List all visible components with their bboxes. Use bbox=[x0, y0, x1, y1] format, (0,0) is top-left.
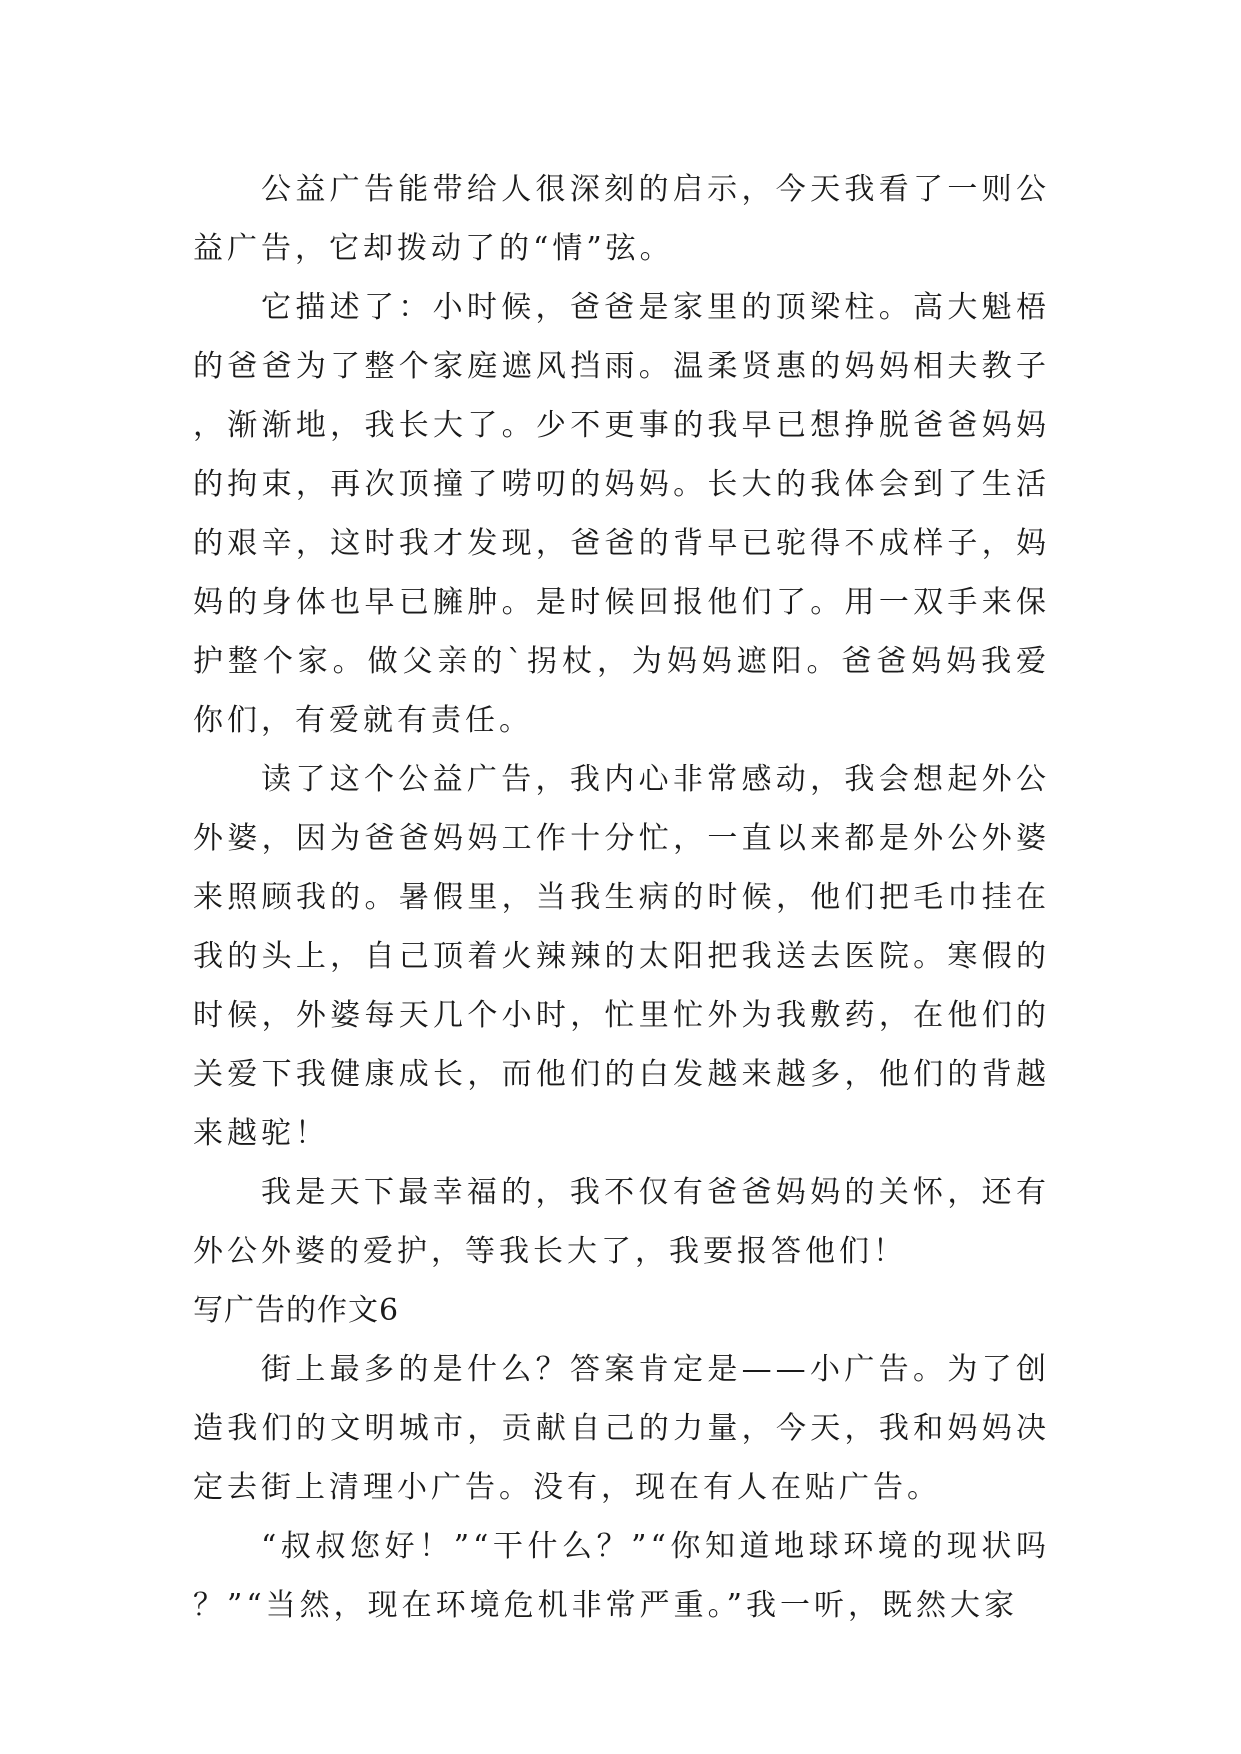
paragraph-street-ads: 街上最多的是什么？答案肯定是——小广告。为了创造我们的文明城市，贡献自己的力量，今天，我和妈妈决定去街上清理小广告。没有，现在有人在贴广告。 bbox=[193, 1352, 1050, 1505]
paragraph-dialogue: “叔叔您好！”“干什么？”“你知道地球环境的现状吗？”“当然，现在环境危机非常严重。”我一听，既然大家 bbox=[193, 1529, 1050, 1623]
paragraph-intro: 公益广告能带给人很深刻的启示，今天我看了一则公益广告，它却拨动了的“情”弦。 bbox=[193, 172, 1050, 266]
section-heading: 写广告的作文6 bbox=[193, 1293, 400, 1328]
paragraph-conclusion: 我是天下最幸福的，我不仅有爸爸妈妈的关怀，还有外公外婆的爱护，等我长大了，我要报答他们！ bbox=[193, 1175, 1050, 1269]
paragraph-ad-description: 它描述了：小时候，爸爸是家里的顶梁柱。高大魁梧的爸爸为了整个家庭遮风挡雨。温柔贤惠的妈妈相夫教子，渐渐地，我长大了。少不更事的我早已想挣脱爸爸妈妈的拘束，再次顶撞了唠叨的妈妈。长大的我体会到了生活的艰辛，这时我才发现，爸爸的背早已驼得不成样子，妈妈的身体也早已臃肿。是时候回报他们了。用一双手来保护整个家。做父亲的`拐杖，为妈妈遮阳。爸爸妈妈我爱你们，有爱就有责任。 bbox=[193, 290, 1050, 738]
paragraph-reflection: 读了这个公益广告，我内心非常感动，我会想起外公外婆，因为爸爸妈妈工作十分忙，一直以来都是外公外婆来照顾我的。暑假里，当我生病的时候，他们把毛巾挂在我的头上，自己顶着火辣辣的太阳把我送去医院。寒假的时候，外婆每天几个小时，忙里忙外为我敷药，在他们的关爱下我健康成长，而他们的白发越来越多，他们的背越来越驼！ bbox=[193, 762, 1050, 1151]
document-body bbox=[193, 160, 1050, 1635]
